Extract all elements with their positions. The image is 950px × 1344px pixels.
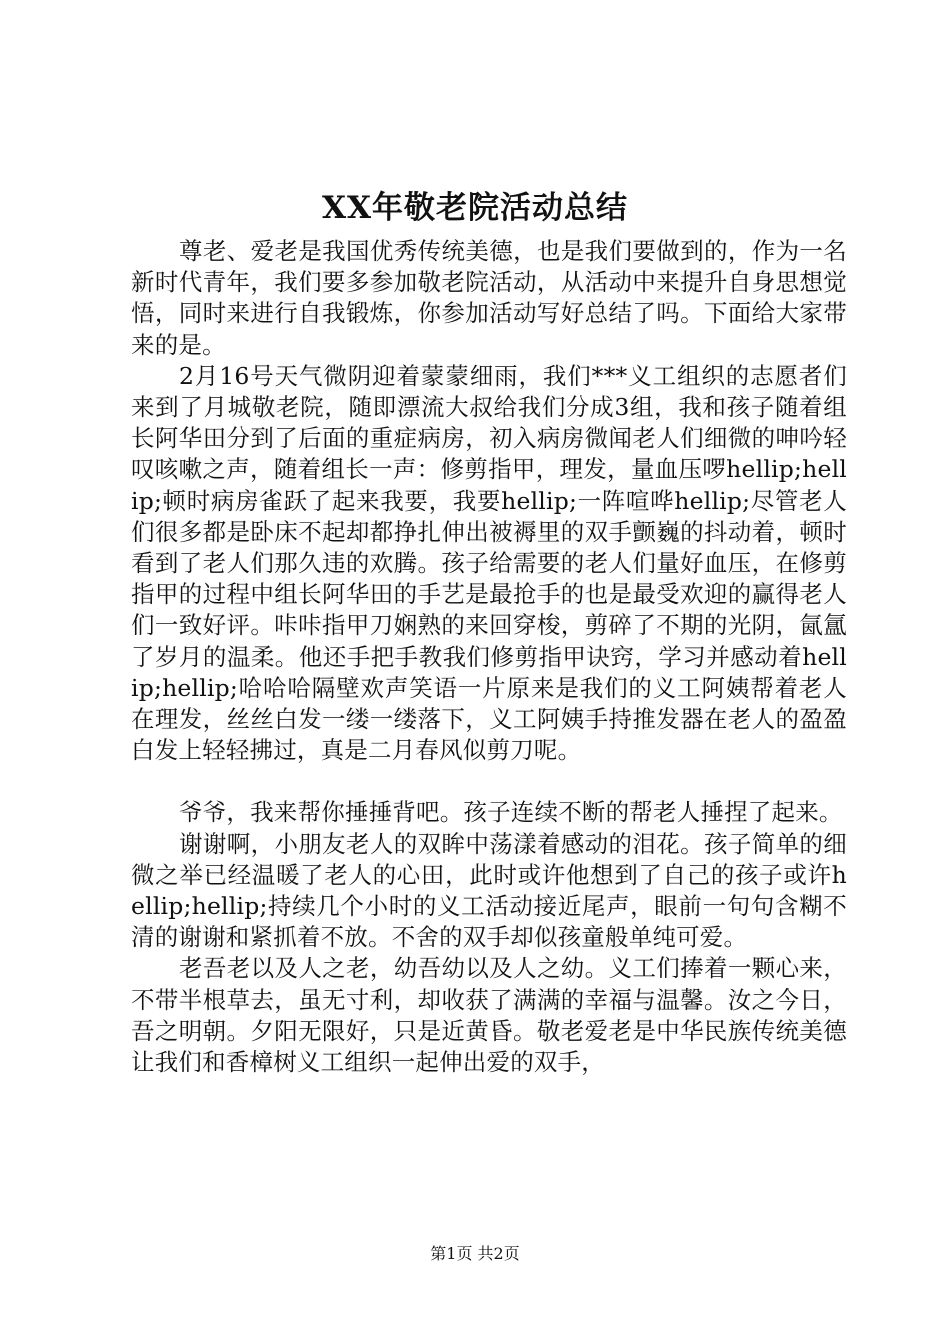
paragraph-conclusion: 老吾老以及人之老，幼吾幼以及人之幼。义工们捧着一颗心来，不带半根草去，虽无寸利，却收获了满满的幸福与温馨。汝之今日，吾之明朝。夕阳无限好，只是近黄昏。敬老爱老是中华民族传统美德让我们和香樟树义工组织一起伸出爱的双手，: [131, 954, 847, 1077]
paragraph-thanks: 谢谢啊，小朋友老人的双眸中荡漾着感动的泪花。孩子简单的细微之举已经温暖了老人的心田，此时或许他想到了自己的孩子或许hellip;hellip;持续几个小时的义工活动接近尾声，眼前一句句含糊不清的谢谢和紧抓着不放。不舍的双手却似孩童般单纯可爱。: [131, 829, 847, 952]
page-number-footer: 第1页 共2页: [430, 1244, 520, 1263]
document-body: [131, 236, 847, 1078]
paragraph-grandpa: 爷爷，我来帮你捶捶背吧。孩子连续不断的帮老人捶捏了起来。: [179, 798, 843, 827]
paragraph-intro: 尊老、爱老是我国优秀传统美德，也是我们要做到的，作为一名新时代青年，我们要多参加敬老院活动，从活动中来提升自身思想觉悟，同时来进行自我锻炼，你参加活动写好总结了吗。下面给大家带来的是。: [131, 237, 847, 359]
document-title: XX年敬老院活动总结: [321, 190, 629, 226]
paragraph-activity: 2月16号天气微阴迎着蒙蒙细雨，我们***义工组织的志愿者们来到了月城敬老院，随即漂流大叔给我们分成3组，我和孩子随着组长阿华田分到了后面的重症病房，初入病房微闻老人们细微的呻吟轻叹咳嗽之声，随着组长一声：修剪指甲，理发，量血压啰hellip;hellip;顿时病房雀跃了起来我要，我要hellip;一阵喧哗hellip;尽管老人们很多都是卧床不起却都挣扎伸出被褥里的双手颤巍的抖动着，顿时看到了老人们那久违的欢腾。孩子给需要的老人们量好血压，在修剪指甲的过程中组长阿华田的手艺是最抢手的也是最受欢迎的赢得老人们一致好评。咔咔指甲刀娴熟的来回穿梭，剪碎了不期的光阴，氤氲了岁月的温柔。他还手把手教我们修剪指甲诀窍，学习并感动着hellip;hellip;哈哈哈隔壁欢声笑语一片原来是我们的义工阿姨帮着老人在理发，丝丝白发一缕一缕落下，义工阿姨手持推发器在老人的盈盈白发上轻轻拂过，真是二月春风似剪刀呢。: [131, 361, 847, 765]
